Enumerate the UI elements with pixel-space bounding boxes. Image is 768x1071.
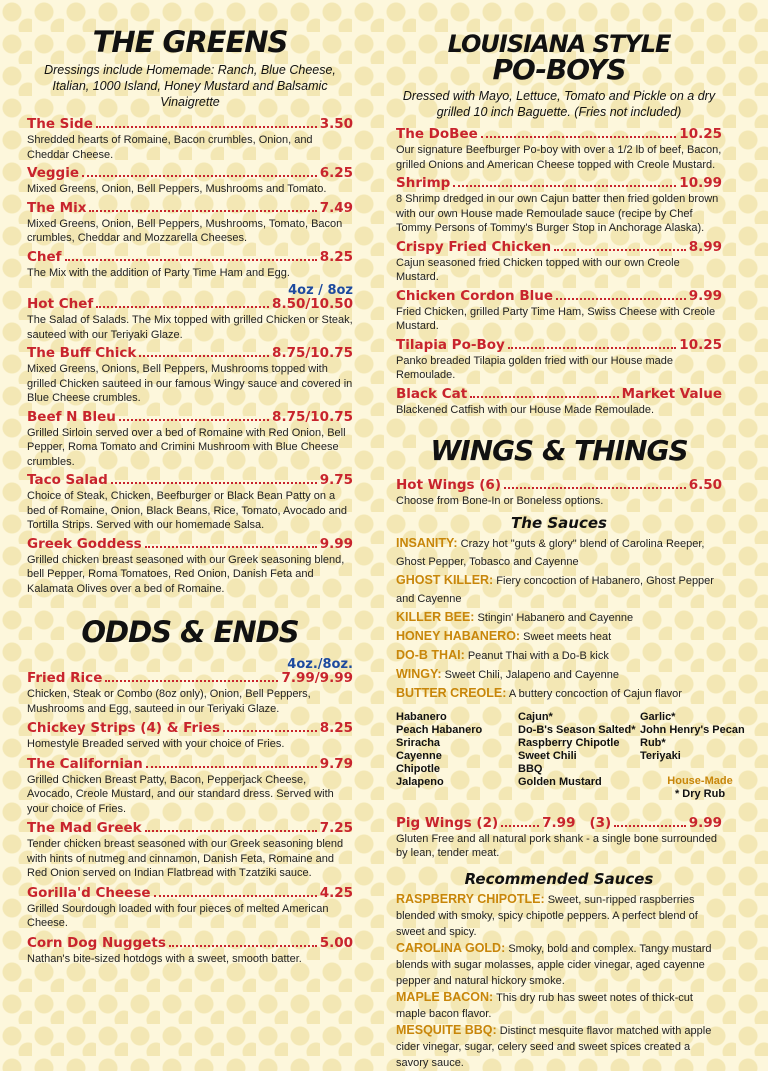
item-name-row — [27, 472, 353, 489]
item-name-row — [27, 345, 353, 362]
item-name-row — [396, 126, 722, 143]
item-name: Beef N Bleu — [27, 408, 116, 425]
rub-column-1 — [396, 711, 518, 801]
item-desc: Tender chicken breast seasoned with our Greek seasoning blend with hints of nutmeg and cinnamon, Danish Feta, Romaine and Red Onion served on Indian Flatbread with Tzatziki sauce. — [27, 838, 344, 879]
dot-leader — [96, 306, 269, 308]
menu-item — [27, 670, 353, 716]
item-name-row — [27, 885, 353, 902]
item-name-row — [396, 337, 722, 354]
item-price: 10.25 — [679, 126, 722, 142]
dot-leader — [223, 730, 317, 732]
item-name-row — [396, 175, 722, 192]
item-name: The Buff Chick — [27, 345, 137, 361]
sauce-desc: Distinct mesquite flavor matched with apple cider vinegar, sugar, celery seed and sweet spices created a savory sauce. — [396, 1024, 712, 1069]
item-name: Gorilla'd Cheese — [27, 884, 151, 901]
item-desc: Our signature Beefburger Po-boy with over a 1/2 lb of beef, Bacon, grilled Onions and American Cheese topped with Creole Mustard. — [396, 144, 722, 171]
item-name-row — [27, 670, 353, 687]
sauces-title: The Sauces — [511, 513, 607, 532]
menu-item — [27, 536, 353, 597]
item-price: 7.49 — [319, 199, 353, 216]
sauce-line — [396, 571, 722, 608]
item-price: 8.25 — [319, 720, 353, 736]
item-desc: Choice of Steak, Chicken, Beefburger or Black Bean Patty on a bed of Romaine, Onion, Black Beans, Rice, Tomato, Avocado and Tortilla Strips. Served with our homemade Salsa. — [27, 490, 348, 531]
menu-item — [396, 477, 722, 509]
sauce-name: CAROLINA GOLD: — [396, 940, 506, 955]
dot-leader — [556, 298, 686, 300]
item-price: Market Value — [621, 385, 722, 402]
rub-item: Raspberry Chipotle — [518, 736, 620, 749]
rub-item: Jalapeno — [396, 775, 444, 788]
rub-item: Teriyaki — [640, 749, 681, 762]
sauce-desc: A buttery concoction of Cajun flavor — [508, 687, 682, 700]
item-desc: Gluten Free and all natural pork shank - a single bone surrounded by lean, tender meat. — [396, 832, 718, 859]
item-price: 10.25 — [679, 336, 722, 353]
item-desc: Blackened Catfish with our House Made Remoulade. — [396, 403, 655, 416]
item-name: Tilapia Po-Boy — [396, 336, 505, 353]
sauce-line — [396, 940, 722, 989]
sauce-name: RASPBERRY CHIPOTLE: — [396, 891, 545, 906]
item-name: The Mix — [27, 199, 87, 216]
rub-item: Golden Mustard — [518, 775, 602, 788]
rub-item: Sriracha — [396, 736, 441, 749]
item-name: Shrimp — [396, 175, 451, 191]
item-name: Black Cat — [396, 385, 468, 402]
sauce-name: MAPLE BACON: — [396, 989, 494, 1004]
item-desc: Mixed Greens, Onion, Bell Peppers, Mushrooms and Tomato. — [27, 183, 327, 195]
recommended-list — [396, 891, 722, 1071]
rub-column-3 — [640, 711, 760, 801]
dot-leader — [146, 766, 317, 768]
item-desc: Shredded hearts of Romaine, Bacon crumbles, Onion, and Cheddar Cheese. — [27, 134, 313, 161]
sauce-line — [396, 646, 722, 665]
greens-title: THE GREENS — [92, 25, 288, 59]
item-name: The DoBee — [396, 126, 478, 142]
item-name: Hot Wings (6) — [396, 477, 501, 493]
item-desc: Mixed Greens, Onions, Bell Peppers, Mushrooms topped with grilled Chicken sauteed in our famous Wingy sauce and covered in Blue Cheese crumbles. — [27, 363, 353, 404]
greens-size-header: 4oz / 8oz — [288, 283, 353, 298]
item-desc: Homestyle Breaded served with your choice of Fries. — [27, 738, 285, 750]
rub-item: BBQ — [518, 762, 543, 775]
item-name: Crispy Fried Chicken — [396, 238, 552, 255]
poboy-title-line2: PO-BOYS — [492, 53, 626, 86]
item-name-row — [27, 536, 353, 553]
dot-leader — [145, 830, 317, 832]
item-price: 7.25 — [319, 820, 353, 836]
item-name-row — [27, 935, 353, 952]
menu-item — [27, 409, 353, 470]
item-price-2: 9.99 — [688, 814, 722, 831]
poboy-list — [396, 126, 722, 417]
sauce-desc: Sweet, sun-ripped raspberries blended with smoky, spicy chipotle peppers. A perfect blend of sweet and spicy. — [396, 893, 698, 938]
item-name: Hot Chef — [27, 296, 94, 312]
sauce-desc: Smoky, bold and complex. Tangy mustard blends with sugar molasses, apple cider vinegar, aged cayenne pepper and natural hickory smoke. — [396, 942, 712, 987]
item-name: Greek Goddess — [27, 535, 142, 552]
sauce-line — [396, 891, 722, 940]
item-name-row — [27, 720, 353, 737]
menu-item — [27, 756, 353, 817]
item-price: 8.50/10.50 — [272, 296, 353, 312]
sauce-name: GHOST KILLER: — [396, 572, 494, 587]
odds-title: ODDS & ENDS — [81, 615, 299, 649]
sauce-desc: Peanut Thai with a Do-B kick — [467, 649, 609, 662]
sauce-desc: This dry rub has sweet notes of thick-cut maple bacon flavor. — [396, 991, 693, 1020]
item-name: Pig Wings (2) — [396, 814, 499, 831]
item-desc: 8 Shrimp dredged in our own Cajun batter then fried golden brown with our own House made Remoulade sauce (recipe by Chef Tommy Persons of Tommy's Burger Stop in Anchorage Alaska). — [396, 193, 719, 234]
greens-list-sized — [27, 296, 353, 596]
poboy-subtitle: Dressed with Mayo, Lettuce, Tomato and Pickle on a dry grilled 10 inch Baguette. (Fries not included) — [402, 89, 716, 119]
dot-leader — [89, 210, 316, 212]
menu-item — [396, 175, 722, 236]
dot-leader — [96, 126, 317, 128]
rub-column-2 — [518, 711, 640, 801]
dot-leader — [554, 249, 686, 251]
wings-title: WINGS & THINGS — [430, 434, 688, 467]
house-made-label: House-Made — [667, 774, 733, 787]
menu-item — [396, 288, 722, 334]
item-desc: Panko breaded Tilapia golden fried with our House made Remoulade. — [396, 354, 674, 381]
item-qty: (3) — [589, 814, 612, 831]
sauce-desc: Sweet meets heat — [523, 630, 612, 643]
rub-grid — [396, 710, 745, 801]
dot-leader — [470, 396, 618, 398]
item-price: 9.75 — [319, 472, 353, 488]
left-column — [27, 0, 353, 966]
dot-leader — [105, 680, 278, 682]
item-name-row — [27, 116, 353, 133]
item-price: 9.99 — [688, 287, 722, 304]
item-price: 8.25 — [319, 248, 353, 265]
rub-item: Do-B's Season Salted* — [518, 723, 636, 736]
sauce-name: DO-B THAI: — [396, 647, 465, 662]
menu-item — [396, 386, 722, 418]
odds-size-header: 4oz./8oz. — [287, 657, 353, 672]
item-desc: Grilled chicken breast seasoned with our Greek seasoning blend, bell Pepper, Roma Tomatoes, Red Onion, Danish Feta and Kalamata Olives over a bed of Romaine. — [27, 553, 345, 595]
item-name: The Side — [27, 116, 93, 132]
menu-item — [27, 296, 353, 342]
menu-item — [396, 126, 722, 172]
item-desc: Fried Chicken, grilled Party Time Ham, Swiss Cheese with Creole Mustard. — [396, 305, 716, 332]
rub-item: Cajun* — [518, 710, 553, 723]
item-price: 7.99/9.99 — [281, 670, 353, 686]
item-name-row — [396, 386, 722, 403]
menu-item — [27, 885, 353, 931]
dot-leader — [154, 895, 317, 897]
recommended-title: Recommended Sauces — [464, 869, 654, 888]
menu-item — [27, 720, 353, 752]
rub-item: Peach Habanero — [396, 723, 483, 736]
item-name: Fried Rice — [27, 670, 103, 686]
menu-item-pig-wings — [396, 815, 722, 861]
item-price: 4.25 — [319, 884, 353, 901]
item-price: 9.99 — [319, 535, 353, 552]
item-desc: Mixed Greens, Onion, Bell Peppers, Mushrooms, Tomato, Bacon crumbles, Cheddar and Mozzarella Cheeses. — [27, 217, 343, 244]
item-desc: Grilled Sourdough loaded with four pieces of melted American Cheese. — [27, 902, 329, 929]
sauce-line — [396, 989, 722, 1022]
item-desc: Nathan's bite-sized hotdogs with a sweet, smooth batter. — [27, 952, 302, 965]
dot-leader — [481, 136, 677, 138]
item-price: 9.79 — [319, 755, 353, 772]
item-name: Chicken Cordon Blue — [396, 287, 554, 304]
poboy-title-line1: LOUISIANA STYLE — [447, 30, 671, 58]
item-desc: The Salad of Salads. The Mix topped with grilled Chicken or Steak, sauteed with our Teriyaki Glaze. — [27, 314, 353, 341]
sauce-name: WINGY: — [396, 666, 442, 681]
menu-item — [27, 935, 353, 967]
dot-leader — [145, 546, 317, 548]
item-price: 7.99 — [542, 814, 576, 831]
sauce-desc: Crazy hot "guts & glory" blend of Carolina Reeper, Ghost Pepper, Tobasco and Cayenne — [396, 537, 705, 568]
menu-item — [27, 165, 353, 197]
dot-leader — [65, 259, 317, 261]
item-price: 6.50 — [688, 477, 722, 493]
menu-item — [396, 239, 722, 285]
menu-item — [27, 345, 353, 406]
item-name-row — [27, 249, 353, 266]
menu-item — [27, 820, 353, 881]
item-name-row — [396, 239, 722, 256]
rub-item: Garlic* — [640, 710, 676, 723]
menu-item — [27, 116, 353, 162]
sauce-line — [396, 665, 722, 684]
item-name-row — [27, 820, 353, 837]
item-name: Veggie — [27, 165, 79, 181]
rub-item: Chipotle — [396, 762, 440, 775]
item-name-row — [27, 756, 353, 773]
item-name: Taco Salad — [27, 472, 108, 488]
sauce-name: HONEY HABANERO: — [396, 628, 521, 643]
rub-item: Habanero — [396, 710, 447, 723]
dot-leader — [139, 355, 269, 357]
item-name: Chef — [27, 248, 62, 265]
item-name: The Mad Greek — [27, 820, 142, 836]
item-name-row — [396, 288, 722, 305]
dot-leader — [508, 347, 676, 349]
sauce-line — [396, 608, 722, 627]
rub-item: Sweet Chili — [518, 749, 577, 762]
dot-leader — [119, 419, 269, 421]
item-price: 6.25 — [319, 165, 353, 181]
greens-list — [27, 116, 353, 280]
dry-rub-label: * Dry Rub — [674, 787, 726, 800]
dot-leader — [82, 175, 317, 177]
sauce-name: MESQUITE BBQ: — [396, 1022, 497, 1037]
dot-leader — [453, 185, 676, 187]
sauce-line — [396, 534, 722, 571]
sauce-name: BUTTER CREOLE: — [396, 685, 507, 700]
item-price: 8.75/10.75 — [272, 345, 353, 361]
item-name-row — [27, 296, 353, 313]
dot-leader — [169, 945, 317, 947]
item-name-row — [27, 200, 353, 217]
item-price: 3.50 — [319, 116, 353, 132]
item-desc: Grilled Chicken Breast Patty, Bacon, Pepperjack Cheese, Avocado, Creole Mustard, and our standard dress. Served with your choice of Fries. — [27, 773, 334, 815]
item-name: Corn Dog Nuggets — [27, 934, 166, 951]
sauce-desc: Stingin' Habanero and Cayenne — [477, 611, 634, 624]
dot-leader — [111, 482, 317, 484]
item-name: The Californian — [27, 755, 143, 772]
menu-item — [27, 249, 353, 281]
sauce-line — [396, 1022, 722, 1071]
item-price: 8.99 — [688, 238, 722, 255]
rub-item: John Henry's Pecan Rub* — [640, 723, 745, 749]
item-price: 10.99 — [679, 175, 722, 191]
menu-item — [27, 200, 353, 246]
item-desc: Grilled Sirloin served over a bed of Romaine with Red Onion, Bell Pepper, Roma Tomato and Crimini Mushroom with Blue Cheese crumbles. — [27, 426, 346, 468]
item-price: 8.75/10.75 — [272, 408, 353, 425]
odds-list — [27, 670, 353, 966]
item-name: Chickey Strips (4) & Fries — [27, 720, 221, 736]
sauce-list — [396, 534, 722, 703]
sauce-line — [396, 627, 722, 646]
item-price: 5.00 — [319, 934, 353, 951]
sauce-line — [396, 684, 722, 703]
sauce-name: INSANITY: — [396, 535, 458, 550]
item-desc: Choose from Bone-In or Boneless options. — [396, 495, 604, 507]
menu-item — [396, 337, 722, 383]
right-column — [396, 0, 745, 1071]
sauce-desc: Fiery concoction of Habanero, Ghost Pepper and Cayenne — [396, 574, 714, 605]
sauce-name: KILLER BEE: — [396, 609, 475, 624]
menu-item — [27, 472, 353, 533]
rub-item: Cayenne — [396, 749, 442, 762]
item-name-row — [27, 409, 353, 426]
item-desc: Chicken, Steak or Combo (8oz only), Onion, Bell Peppers, Mushrooms and Egg, sauteed in our Teriyaki Glaze. — [27, 688, 311, 715]
item-desc: The Mix with the addition of Party Time Ham and Egg. — [27, 266, 290, 279]
greens-subtitle: Dressings include Homemade: Ranch, Blue Cheese, Italian, 1000 Island, Honey Mustard and Balsamic Vinaigrette — [44, 63, 336, 109]
sauce-desc: Sweet Chili, Jalapeno and Cayenne — [444, 668, 619, 681]
item-desc: Cajun seasoned fried Chicken topped with our own Creole Mustard. — [396, 256, 680, 283]
item-name-row — [27, 165, 353, 182]
